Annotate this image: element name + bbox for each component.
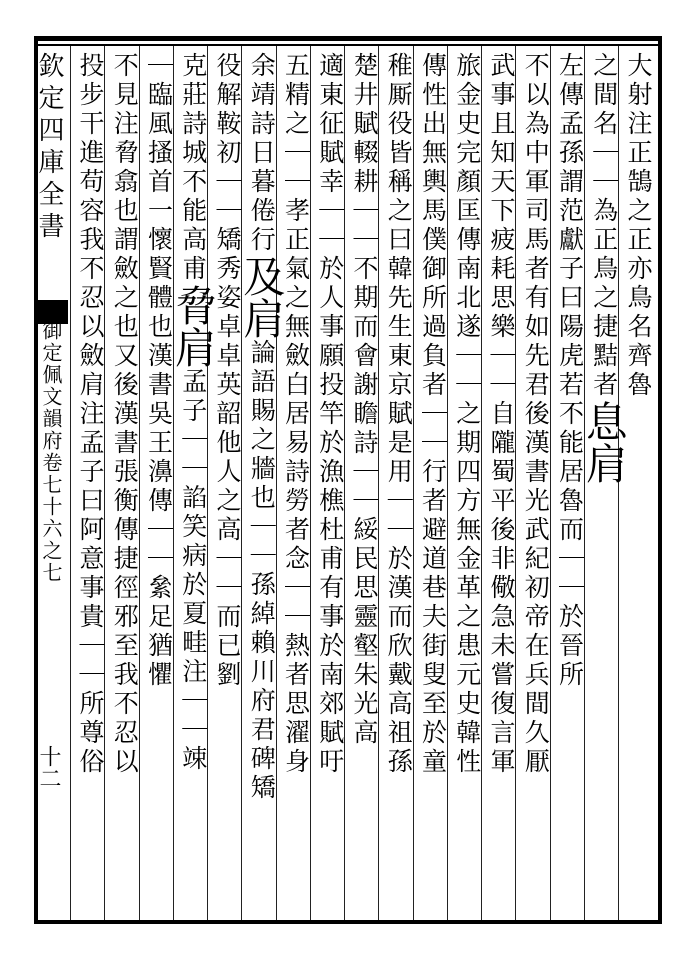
- text-column: [278, 52, 314, 777]
- column-text: 克莊詩城不能高甫: [178, 52, 208, 284]
- text-column: [312, 52, 348, 777]
- column-text: 旅金史完顏匡傳南北遂｜｜之期四方無金革之患元史韓性: [452, 52, 482, 777]
- text-column: [346, 52, 382, 748]
- column-text: 楚井賦輟耕｜｜不期而會謝瞻詩｜｜綏民思靈壑朱光高: [350, 52, 379, 748]
- column-text-post: 論語賜之牆也｜｜孫綽賴川府君碑矯: [247, 339, 277, 803]
- column-text: 不見注脅翕也謂斂之也又後漢書張衡傳捷徑邪至我不忍以: [110, 52, 140, 777]
- text-column: [237, 52, 287, 803]
- column-text: 不以為中軍司馬者有如先君後漢書光武紀初帝在兵間久厭: [521, 52, 551, 777]
- headword: 脅肩: [168, 284, 218, 368]
- column-text: 五精之｜｜孝正氣之無斂白居易詩勞者念｜｜熱者思濯身: [281, 52, 311, 777]
- text-column: [449, 52, 485, 777]
- text-column: [620, 52, 656, 400]
- column-text: 之間名｜｜為正鳥之捷黠者: [589, 52, 619, 400]
- column-separator: [70, 46, 71, 920]
- text-column: [517, 52, 553, 777]
- text-column: [168, 52, 218, 774]
- text-column: [72, 52, 108, 777]
- column-text: 役解鞍初｜｜: [213, 52, 242, 226]
- column-text: 投步干進苟容我不忍以斂肩注孟子曰阿意事貴｜｜所尊俗: [76, 52, 105, 777]
- text-column: [141, 52, 177, 690]
- frame-top-rule: [34, 36, 662, 41]
- text-column: [415, 52, 451, 777]
- column-text-post: 矯秀姿卓卓英韶他人之高｜｜而已劉: [213, 226, 242, 690]
- text-column: [483, 52, 519, 777]
- headword: 及肩: [237, 255, 287, 339]
- text-column: [209, 52, 245, 690]
- column-text-pre: 左傳孟孫謂范獻子曰陽虎: [555, 52, 585, 371]
- column-text-post: 孟子｜｜諂笑病於夏畦注｜｜竦: [178, 368, 208, 774]
- column-text: 若不能居魯而｜｜於晉所: [555, 371, 585, 690]
- frame-right-rule: [658, 36, 662, 924]
- text-column: [106, 52, 142, 777]
- column-text: 稚厮役皆稱之曰韓先生東京賦是用｜｜於漢而欣戴高祖孫: [384, 52, 414, 777]
- text-column: [579, 52, 629, 484]
- volume-title: 御定佩文韻府卷七十六之七: [39, 320, 63, 584]
- column-text: ｜臨風搔首一懷賢: [144, 52, 174, 284]
- frame-top-inner-rule: [34, 44, 662, 46]
- column-text-post: 體也漢書吳王濞傳｜｜絫足猶懼: [144, 284, 174, 690]
- column-text: 大射注正鵠之正亦鳥名齊魯: [624, 52, 653, 400]
- text-column: [380, 52, 416, 777]
- headword: 息肩: [579, 400, 629, 484]
- page-number: 十二: [36, 745, 61, 789]
- frame-bottom-rule: [34, 920, 662, 924]
- column-text: 傳性出無輿馬僕御所過負者｜｜行者避道巷夫街叟至於童: [418, 52, 448, 777]
- book-title: 欽定四庫全書: [34, 52, 64, 244]
- column-text: 武事且知天下疲耗思樂｜｜自隴蜀平後非儆急未嘗復言軍: [487, 52, 516, 777]
- column-text: 余靖詩日暮倦行: [247, 52, 277, 255]
- column-text: 適東征賦幸｜｜於人事願投竿於漁樵杜甫有事於南郊賦吁: [315, 52, 345, 777]
- text-column: [552, 52, 588, 690]
